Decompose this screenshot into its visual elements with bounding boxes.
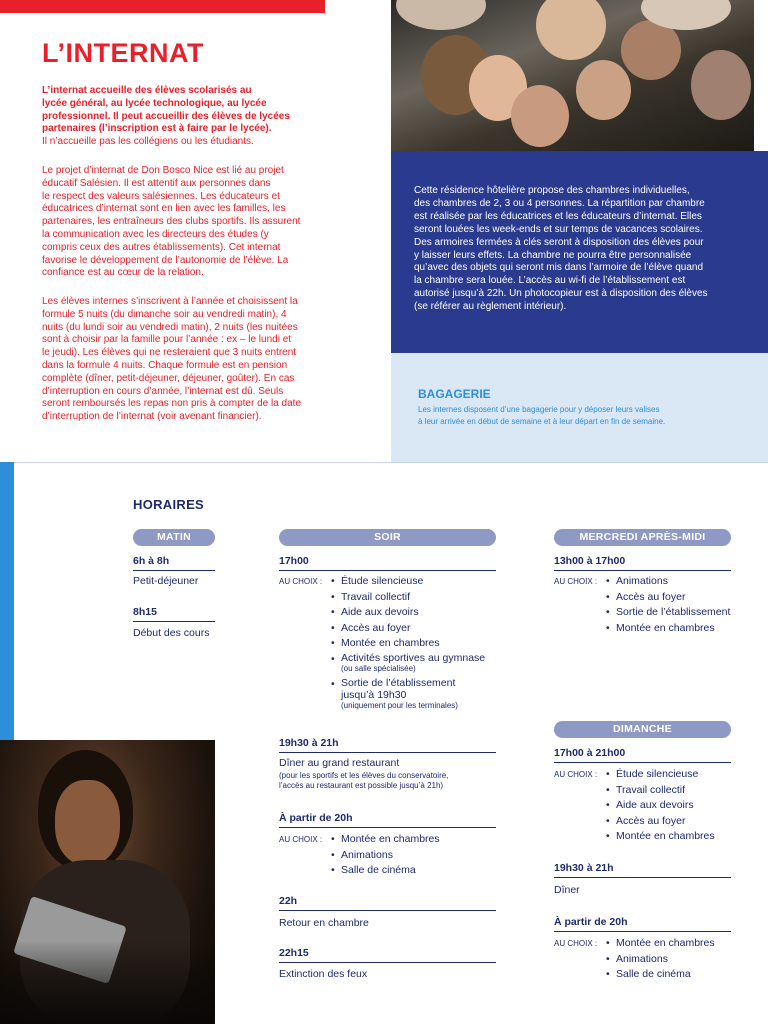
soir-desc: Retour en chambre	[279, 917, 369, 929]
list-item	[331, 605, 501, 621]
text-line: le jeudi). Les élèves qui ne resteraient que 3 nuits entrent	[42, 347, 297, 359]
intro-bold-line: lycée général, au lycée technologique, au lycée	[42, 97, 267, 109]
dimanche-desc: Dîner	[554, 884, 580, 896]
list-item	[331, 636, 501, 652]
matin-header: MATIN	[133, 529, 215, 546]
au-choix-label: AU CHOIX :	[554, 939, 598, 948]
bagagerie-text	[418, 404, 738, 428]
soir-time: À partir de 20h	[279, 812, 496, 828]
list-item	[331, 590, 501, 606]
text-line: la chambre sera louée. L’accès au wi-fi de l’établissement est	[414, 275, 686, 287]
formula-paragraph	[42, 296, 324, 424]
soir-time: 17h00	[279, 555, 496, 571]
matin-time: 6h à 8h	[133, 555, 215, 571]
dimanche-time: 19h30 à 21h	[554, 862, 731, 878]
intro-normal-line: Il n’accueille pas les collégiens ou les étudiants.	[42, 136, 254, 148]
horaires-title: HORAIRES	[133, 497, 205, 512]
list-item	[606, 767, 756, 783]
item-note: (uniquement pour les terminales)	[341, 700, 458, 710]
text-line: nuits (du lundi soir au vendredi matin), 2 nuits (les nuitées	[42, 321, 298, 333]
residence-text	[414, 185, 732, 314]
item-text: Accès au foyer	[616, 590, 686, 603]
au-choix-label: AU CHOIX :	[554, 770, 598, 779]
text-line: la communication avec les directeurs des études (y	[42, 228, 269, 240]
au-choix-label: AU CHOIX :	[279, 577, 323, 586]
section-divider	[0, 462, 768, 463]
dimanche-time: 17h00 à 21h00	[554, 747, 731, 763]
text-line: Des armoires fermées à clés seront à disposition des élèves pour	[414, 236, 704, 248]
item-text: Accès au foyer	[341, 621, 411, 634]
soir-time: 19h30 à 21h	[279, 737, 496, 753]
text-line: formule 5 nuits (du dimanche soir au vendredi matin), 4	[42, 308, 287, 320]
dimanche-list	[606, 767, 756, 845]
item-text: Salle de cinéma	[616, 968, 691, 981]
item-text: Animations	[616, 952, 668, 965]
students-group-photo	[391, 0, 754, 151]
dimanche-evening-list	[606, 936, 756, 983]
bagagerie-title: BAGAGERIE	[418, 387, 491, 401]
text-line: (se référer au règlement intérieur).	[414, 301, 567, 313]
list-item	[606, 605, 756, 621]
list-item	[606, 967, 756, 983]
text-line: Les élèves internes s’inscrivent à l’année et choisissent la	[42, 296, 298, 307]
list-item	[606, 621, 756, 637]
soir-time: 22h	[279, 895, 496, 911]
soir-desc: Extinction des feux	[279, 968, 368, 980]
matin-time: 8h15	[133, 606, 215, 622]
mercredi-header: MERCREDI APRÈS-MIDI	[554, 529, 731, 546]
text-line: d’interruption de l’internat (voir avenant financier).	[42, 411, 262, 423]
item-text: Montée en chambres	[341, 833, 440, 845]
text-line: seront remboursés les repas non pris à compter de la date	[42, 398, 302, 410]
list-item	[606, 936, 756, 952]
list-item	[606, 798, 756, 814]
list-item	[331, 621, 501, 637]
item-text: Salle de cinéma	[341, 864, 416, 877]
list-item	[606, 574, 756, 590]
text-line: éducatrices d’internat sont en lien avec les familles, les	[42, 203, 286, 215]
bagagerie-box	[391, 353, 768, 463]
text-line: autorisé jusqu’à 22h. Un photocopieur est à disposition des élèves	[414, 288, 708, 300]
soir-note	[279, 771, 448, 791]
matin-desc: Petit-déjeuner	[133, 575, 199, 587]
mercredi-list	[606, 574, 756, 636]
item-text: Animations	[341, 848, 393, 861]
item-text: Étude silencieuse	[341, 575, 424, 587]
accent-stripe	[0, 462, 14, 740]
text-line: éducatif Salésien. Il est attentif aux personnes dans	[42, 177, 271, 189]
intro-bold-line: partenaires (l’inscription est à faire par le lycée).	[42, 123, 272, 135]
item-text: jusqu’à 19h30	[341, 688, 407, 701]
text-line: Les internes disposent d’une bagagerie pour y déposer leurs valises	[418, 405, 660, 414]
text-line: confiance est au cœur de la relation.	[42, 267, 204, 279]
item-text: • Sortie de l’établissement	[341, 676, 456, 689]
text-line: Le projet d’internat de Don Bosco Nice est lié au projet	[42, 165, 284, 176]
mercredi-time: 13h00 à 17h00	[554, 555, 731, 571]
item-text: Accès au foyer	[616, 814, 686, 827]
text-line: des chambres de 2, 3 ou 4 personnes. La répartition par chambre	[414, 197, 705, 209]
item-text: Montée en chambres	[616, 830, 715, 843]
list-item	[331, 677, 501, 711]
text-line: à leur arrivée en début de semaine et à leur départ en fin de semaine.	[418, 417, 666, 426]
note-line: l’accès au restaurant est possible jusqu’à 21h)	[279, 781, 444, 790]
matin-desc: Début des cours	[133, 627, 210, 639]
text-line: dans la formule 4 nuits. Chaque formule est en pension	[42, 359, 288, 371]
item-note: (ou salle spécialisée)	[341, 663, 416, 673]
list-item	[606, 783, 756, 799]
item-text: Sortie de l’établissement	[616, 606, 731, 619]
intro-bold-line: L’internat accueille des élèves scolarisés au	[42, 85, 252, 96]
au-choix-label: AU CHOIX :	[279, 835, 323, 844]
red-header-bar	[0, 0, 325, 13]
soir-time: 22h15	[279, 947, 496, 963]
project-paragraph	[42, 165, 324, 280]
au-choix-label: AU CHOIX :	[554, 577, 598, 586]
list-item	[606, 952, 756, 968]
intro-bold-line: professionnel. Il peut accueillir des élèves de lycées	[42, 110, 290, 122]
item-text: • Activités sportives au gymnase	[341, 651, 486, 664]
text-line: seront louées les week-ends et sur temps de vacances scolaires.	[414, 223, 703, 235]
dimanche-time: À partir de 20h	[554, 916, 731, 932]
list-item	[331, 652, 501, 674]
item-text: Aide aux devoirs	[341, 606, 419, 619]
text-line: complète (dîner, petit-déjeuner, déjeuner, goûter). En cas	[42, 372, 295, 384]
dimanche-header: DIMANCHE	[554, 721, 731, 738]
list-item	[331, 574, 501, 590]
text-line: qu’avec des objets qui seront mis dans l’armoire de l’élève quand	[414, 262, 704, 274]
list-item	[606, 590, 756, 606]
student-laptop-photo	[0, 740, 215, 1024]
text-line: Cette résidence hôtelière propose des chambres individuelles,	[414, 185, 690, 196]
list-item	[331, 863, 501, 879]
text-line: le respect des valeurs salésiennes. Les éducateurs et	[42, 190, 280, 202]
page-title: L’INTERNAT	[42, 38, 204, 68]
soir-desc: Dîner au grand restaurant	[279, 757, 400, 769]
text-line: y laisser leurs effets. La chambre ne pourra être personnalisée	[414, 249, 692, 261]
soir-header: SOIR	[279, 529, 496, 546]
list-item	[606, 814, 756, 830]
text-line: d’interruption en cours d’année, l’internat est dû. Seuls	[42, 385, 284, 397]
item-text: Montée en chambres	[341, 637, 440, 650]
item-text: Montée en chambres	[616, 937, 715, 949]
item-text: Travail collectif	[341, 590, 411, 603]
text-line: sont à choisir par la famille pour l’année : ex – le lundi et	[42, 334, 292, 346]
text-line: partenaires, les entraîneurs des clubs sportifs. Ils assurent	[42, 216, 301, 228]
list-item	[606, 829, 756, 845]
intro-paragraph	[42, 85, 324, 149]
item-text: Montée en chambres	[616, 621, 715, 634]
item-text: Étude silencieuse	[616, 768, 699, 780]
soir-evening-list	[331, 832, 501, 879]
item-text: Travail collectif	[616, 783, 686, 796]
note-line: (pour les sportifs et les élèves du conservatoire,	[279, 771, 449, 780]
text-line: compris ceux des autres établissements). Cet internat	[42, 241, 281, 253]
item-text: Aide aux devoirs	[616, 799, 694, 812]
soir-activities-list	[331, 574, 501, 711]
text-line: est réalisée par les éducatrices et les éducateurs d’internat. Elles	[414, 210, 702, 222]
item-text: Animations	[616, 575, 668, 587]
residence-info-box	[391, 151, 768, 353]
text-line: favorise le développement de l’autonomie de l’élève. La	[42, 254, 289, 266]
list-item	[331, 848, 501, 864]
list-item	[331, 832, 501, 848]
